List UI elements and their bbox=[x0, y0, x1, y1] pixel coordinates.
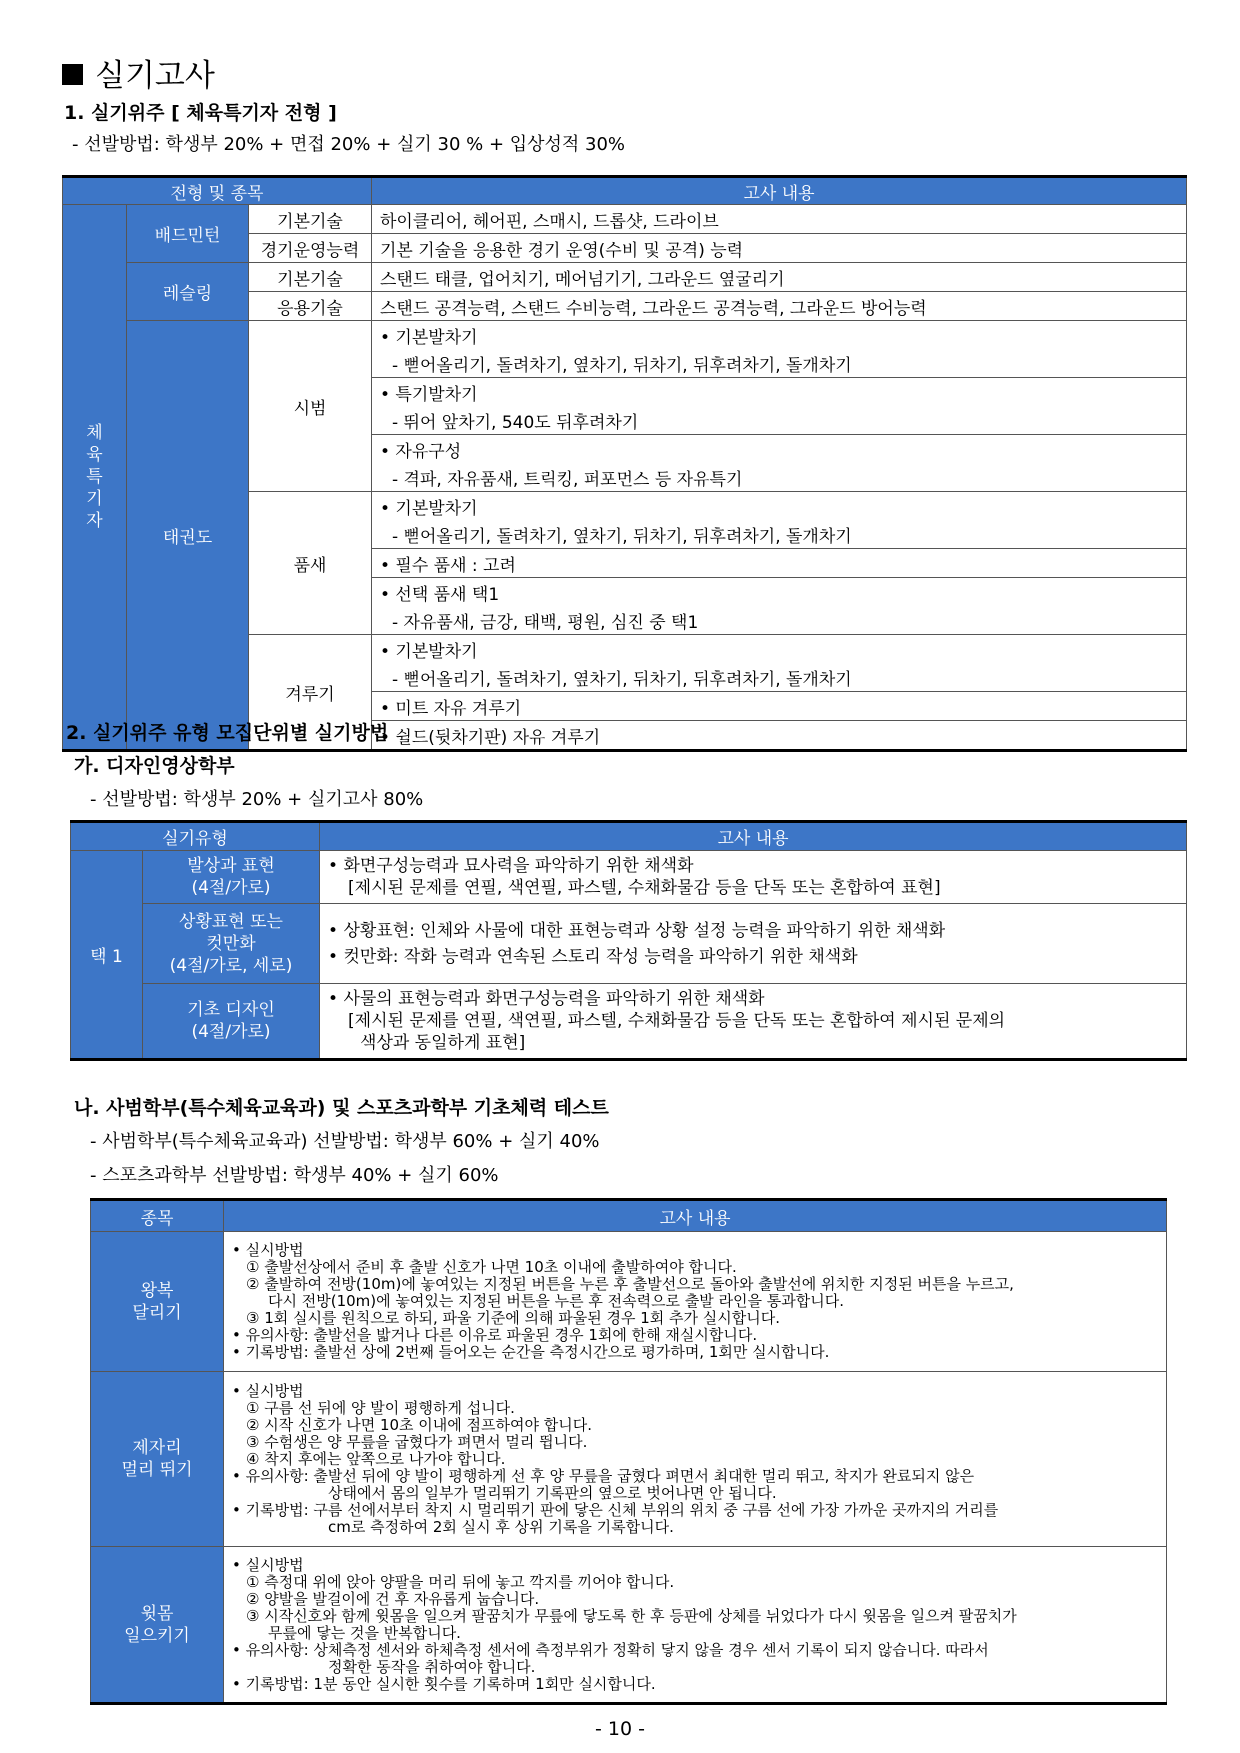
square-bullet-icon bbox=[62, 64, 83, 85]
subsection-b-heading: 나. 사범학부(특수체육교육과) 및 스포츠과학부 기초체력 테스트 bbox=[74, 1097, 609, 1119]
choice-group-cell: 택 1 bbox=[71, 851, 143, 1060]
test-long-jump-content: • 실시방법 ① 구름 선 뒤에 양 발이 평행하게 섭니다. ② 시작 신호가 나면 10초 이내에 점프하여야 합니다. ③ 수험생은 양 무릎을 굽혔다가 펴면서 멀리 뜁니다. ④ 착지 후에는 앞쪽으로 나가야 합니다. • 유의사항: 출발선 뒤에 양 발이 평행하게 선 후 양 무릎을 굽혔다 펴면서 최대한 멀리 뛰고, 착지가 완료되지 않은 상태에서 몸의 일부가 멀리뛰기 기록판의 옆으로 벗어나면 안 됩니다. • 기록방법: 구름 선에서부터 착지 시 멀리뛰기 판에 닿은 신체 부위의 위치 중 구름 선에 가장 가까운 곳까지의 거리를 cm로 측정하여 2회 실시 후 상위 기록을 기록합니다. bbox=[224, 1372, 1167, 1547]
page-title: 실기고사 bbox=[62, 50, 215, 95]
exam-type-2: 상황표현 또는 컷만화 (4절/가로, 세로) bbox=[143, 904, 320, 984]
section2-heading: 2. 실기위주 유형 모집단위별 실기방법 bbox=[66, 722, 389, 744]
exam-content-2: • 상황표현: 인체와 사물에 대한 표현능력과 상황 설정 능력을 파악하기 위한 채색화 • 컷만화: 작화 능력과 연속된 스토리 작성 능력을 파악하기 위한 채색화 bbox=[320, 904, 1187, 984]
exam-type-3: 기초 디자인 (4절/가로) bbox=[143, 984, 320, 1060]
taekwondo-demo: 시범 bbox=[249, 321, 372, 492]
exam-type-1: 발상과 표현 (4절/가로) bbox=[143, 851, 320, 904]
subsection-a-heading: 가. 디자인영상학부 bbox=[74, 755, 235, 777]
test-shuttle-run-content: • 실시방법 ① 출발선상에서 준비 후 출발 신호가 나면 10초 이내에 출발하여야 합니다. ② 출발하여 전방(10m)에 놓여있는 지정된 버튼을 누른 후 출발선으로 돌아와 출발선에 위치한 지정된 버튼을 누르고, 다시 전방(10m)에 놓여있는 지정된 버튼을 누른 후 전속력으로 출발 라인을 통과합니다. ③ 1회 실시를 원칙으로 하되, 파울 기준에 의해 파울된 경우 1회 추가 실시합니다. • 유의사항: 출발선을 밟거나 다른 이유로 파울된 경우 1회에 한해 재실시합니다. • 기록방법: 출발선 상에 2번째 들어오는 순간을 측정시간으로 평가하며, 1회만 실시합니다. bbox=[224, 1232, 1167, 1372]
test-shuttle-run: 왕복 달리기 bbox=[91, 1232, 224, 1372]
table3-header-event: 종목 bbox=[91, 1200, 224, 1232]
section1-method: - 선발방법: 학생부 20% + 면접 20% + 실기 30 % + 입상성적 30% bbox=[72, 134, 626, 155]
test-long-jump: 제자리 멀리 뛰기 bbox=[91, 1372, 224, 1547]
test-sit-ups: 윗몸 일으키기 bbox=[91, 1547, 224, 1704]
taekwondo-poomsae: 품새 bbox=[249, 492, 372, 635]
sport-wrestling: 레슬링 bbox=[127, 263, 249, 321]
design-exam-table bbox=[70, 820, 1187, 1061]
sport-badminton: 배드민턴 bbox=[127, 205, 249, 263]
page-number: - 10 - bbox=[595, 1718, 645, 1740]
section1-heading: 1. 실기위주 [ 체육특기자 전형 ] bbox=[64, 102, 337, 124]
sport-taekwondo: 태권도 bbox=[127, 321, 249, 751]
fitness-test-table bbox=[90, 1198, 1167, 1705]
subsection-b-method1: - 사범학부(특수체육교육과) 선발방법: 학생부 60% + 실기 40% bbox=[90, 1131, 600, 1152]
category-cell: 체 육 특 기 자 bbox=[63, 205, 127, 751]
table2-header-type: 실기유형 bbox=[71, 822, 320, 851]
table1-header-content: 고사 내용 bbox=[372, 177, 1187, 205]
sports-specialist-table: 전형 및 종목 고사 내용 체 육 특 기 자 배드민턴 기본기술 하이클리어, 헤어핀, 스매시, 드롭샷, 드라이브 경기운영능력 기본 기술을 응용한 경기 운영(수비 및 공격) 능력 레슬링 기본기술 스탠드 태클, 업어치기, 메어넘기기, 그라운드 옆굴리기 응용기술 스탠드 공격능력, 스탠드 수비능력, 그라운드 공격능력, 그라운드 방어능력 태권도 시범 • 기본발차기 - 뻗어올리기, 돌려차기, 옆차기, 뒤차기, 뒤후려차기, 돌개차기 • 특기발차기 - 뛰어 앞차기, 540도 뒤후려차기 • 자유구성 - 격파, 자유품새, 트릭킹, 퍼포먼스 등 자유특기 품새 • 기본발차기 - 뻗어올리기, 돌려차기, 옆차기, 뒤차기, 뒤후려차기, 돌개차기 • 필수 품새 : 고려 • 선택 품새 택1 - 자유품새, 금강, 태백, 평원, 심진 중 택1 겨루기 • 기본발차기 - 뻗어올리기, 돌려차기, 옆차기, 뒤차기, 뒤후려차기, 돌개차기 • 미트 자유 겨루기 • 쉴드(뒷차기판) 자유 겨루기 bbox=[62, 175, 1187, 752]
taekwondo-sparring: 겨루기 bbox=[249, 635, 372, 751]
subsection-a-method: - 선발방법: 학생부 20% + 실기고사 80% bbox=[90, 789, 424, 810]
exam-content-1: • 화면구성능력과 묘사력을 파악하기 위한 채색화 [제시된 문제를 연필, 색연필, 파스텔, 수채화물감 등을 단독 또는 혼합하여 표현] bbox=[320, 851, 1187, 904]
table3-header-content: 고사 내용 bbox=[224, 1200, 1167, 1232]
table2-header-content: 고사 내용 bbox=[320, 822, 1187, 851]
table1-header-category: 전형 및 종목 bbox=[63, 177, 372, 205]
test-sit-ups-content: • 실시방법 ① 측정대 위에 앉아 양팔을 머리 뒤에 놓고 깍지를 끼어야 합니다. ② 양발을 발걸이에 건 후 자유롭게 눕습니다. ③ 시작신호와 함께 윗몸을 일으켜 팔꿈치가 무릎에 닿도록 한 후 등판에 상체를 뉘었다가 다시 윗몸을 일으켜 팔꿈치가 무릎에 닿는 것을 반복합니다. • 유의사항: 상체측정 센서와 하체측정 센서에 측정부위가 정확히 닿지 않을 경우 센서 기록이 되지 않습니다. 따라서 정확한 동작을 취하여야 합니다. • 기록방법: 1분 동안 실시한 횟수를 기록하며 1회만 실시합니다. bbox=[224, 1547, 1167, 1704]
subsection-b-method2: - 스포츠과학부 선발방법: 학생부 40% + 실기 60% bbox=[90, 1165, 499, 1186]
exam-content-3: • 사물의 표현능력과 화면구성능력을 파악하기 위한 채색화 [제시된 문제를 연필, 색연필, 파스텔, 수채화물감 등을 단독 또는 혼합하여 제시된 문제의 색상과 동일하게 표현] bbox=[320, 984, 1187, 1060]
